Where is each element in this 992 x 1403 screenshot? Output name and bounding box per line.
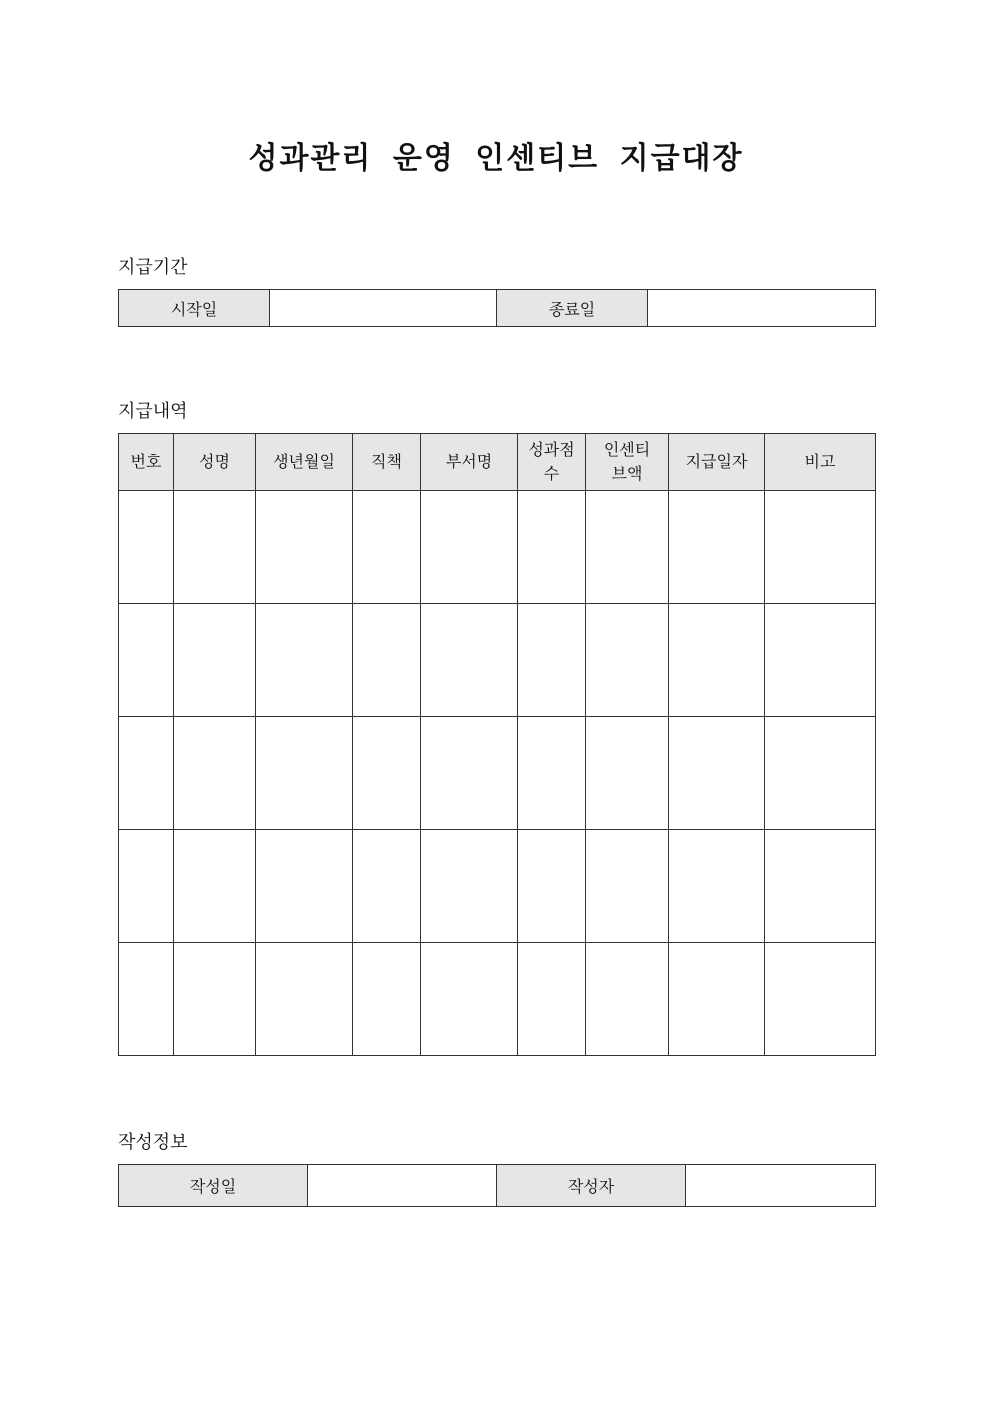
table-cell[interactable] (421, 830, 518, 943)
period-section-label: 지급기간 (118, 257, 188, 278)
table-cell[interactable] (174, 943, 256, 1056)
table-header-row (119, 434, 876, 491)
table-row (119, 491, 876, 604)
write-date-label: 작성일 (119, 1165, 308, 1207)
table-row (119, 830, 876, 943)
write-date-field[interactable] (308, 1165, 497, 1207)
table-cell[interactable] (421, 491, 518, 604)
table-cell[interactable] (174, 830, 256, 943)
end-date-field[interactable] (648, 290, 876, 327)
table-cell[interactable] (256, 491, 353, 604)
table-cell[interactable] (518, 491, 586, 604)
column-header: 성과점 수 (518, 434, 586, 491)
table-cell[interactable] (256, 604, 353, 717)
table-row (119, 604, 876, 717)
table-cell[interactable] (174, 717, 256, 830)
table-row (119, 717, 876, 830)
end-date-label: 종료일 (497, 290, 648, 327)
table-cell[interactable] (765, 943, 876, 1056)
table-cell[interactable] (353, 943, 421, 1056)
table-cell[interactable] (353, 491, 421, 604)
table-cell[interactable] (669, 604, 765, 717)
column-header: 직책 (353, 434, 421, 491)
table-cell[interactable] (421, 717, 518, 830)
table-cell[interactable] (353, 717, 421, 830)
column-header: 비고 (765, 434, 876, 491)
table-cell[interactable] (518, 604, 586, 717)
table-cell[interactable] (174, 491, 256, 604)
table-cell[interactable] (119, 491, 174, 604)
table-cell[interactable] (518, 830, 586, 943)
table-cell[interactable] (669, 830, 765, 943)
table-cell[interactable] (119, 943, 174, 1056)
table-cell[interactable] (256, 943, 353, 1056)
start-date-field[interactable] (270, 290, 497, 327)
table-cell[interactable] (586, 830, 669, 943)
table-cell[interactable] (765, 604, 876, 717)
table-cell[interactable] (765, 491, 876, 604)
column-header: 지급일자 (669, 434, 765, 491)
table-cell[interactable] (518, 943, 586, 1056)
period-table (118, 289, 876, 327)
detail-section-label: 지급내역 (118, 401, 188, 422)
author-section-label: 작성정보 (118, 1132, 188, 1153)
table-cell[interactable] (119, 604, 174, 717)
column-header: 인센티 브액 (586, 434, 669, 491)
table-cell[interactable] (174, 604, 256, 717)
writer-field[interactable] (686, 1165, 876, 1207)
table-cell[interactable] (119, 717, 174, 830)
table-cell[interactable] (586, 604, 669, 717)
table-cell[interactable] (256, 830, 353, 943)
table-cell[interactable] (353, 830, 421, 943)
table-cell[interactable] (586, 491, 669, 604)
table-cell[interactable] (586, 943, 669, 1056)
column-header: 번호 (119, 434, 174, 491)
table-cell[interactable] (421, 943, 518, 1056)
table-row (119, 943, 876, 1056)
table-cell[interactable] (765, 717, 876, 830)
column-header: 생년월일 (256, 434, 353, 491)
column-header: 성명 (174, 434, 256, 491)
table-cell[interactable] (669, 943, 765, 1056)
table-cell[interactable] (586, 717, 669, 830)
start-date-label: 시작일 (119, 290, 270, 327)
table-cell[interactable] (421, 604, 518, 717)
table-cell[interactable] (669, 491, 765, 604)
payment-detail-table (118, 433, 876, 1056)
table-cell[interactable] (256, 717, 353, 830)
table-cell[interactable] (119, 830, 174, 943)
table-cell[interactable] (765, 830, 876, 943)
page-title: 성과관리 운영 인센티브 지급대장 (248, 141, 744, 176)
table-cell[interactable] (353, 604, 421, 717)
author-table (118, 1164, 876, 1207)
writer-label: 작성자 (497, 1165, 686, 1207)
table-cell[interactable] (669, 717, 765, 830)
table-cell[interactable] (518, 717, 586, 830)
column-header: 부서명 (421, 434, 518, 491)
